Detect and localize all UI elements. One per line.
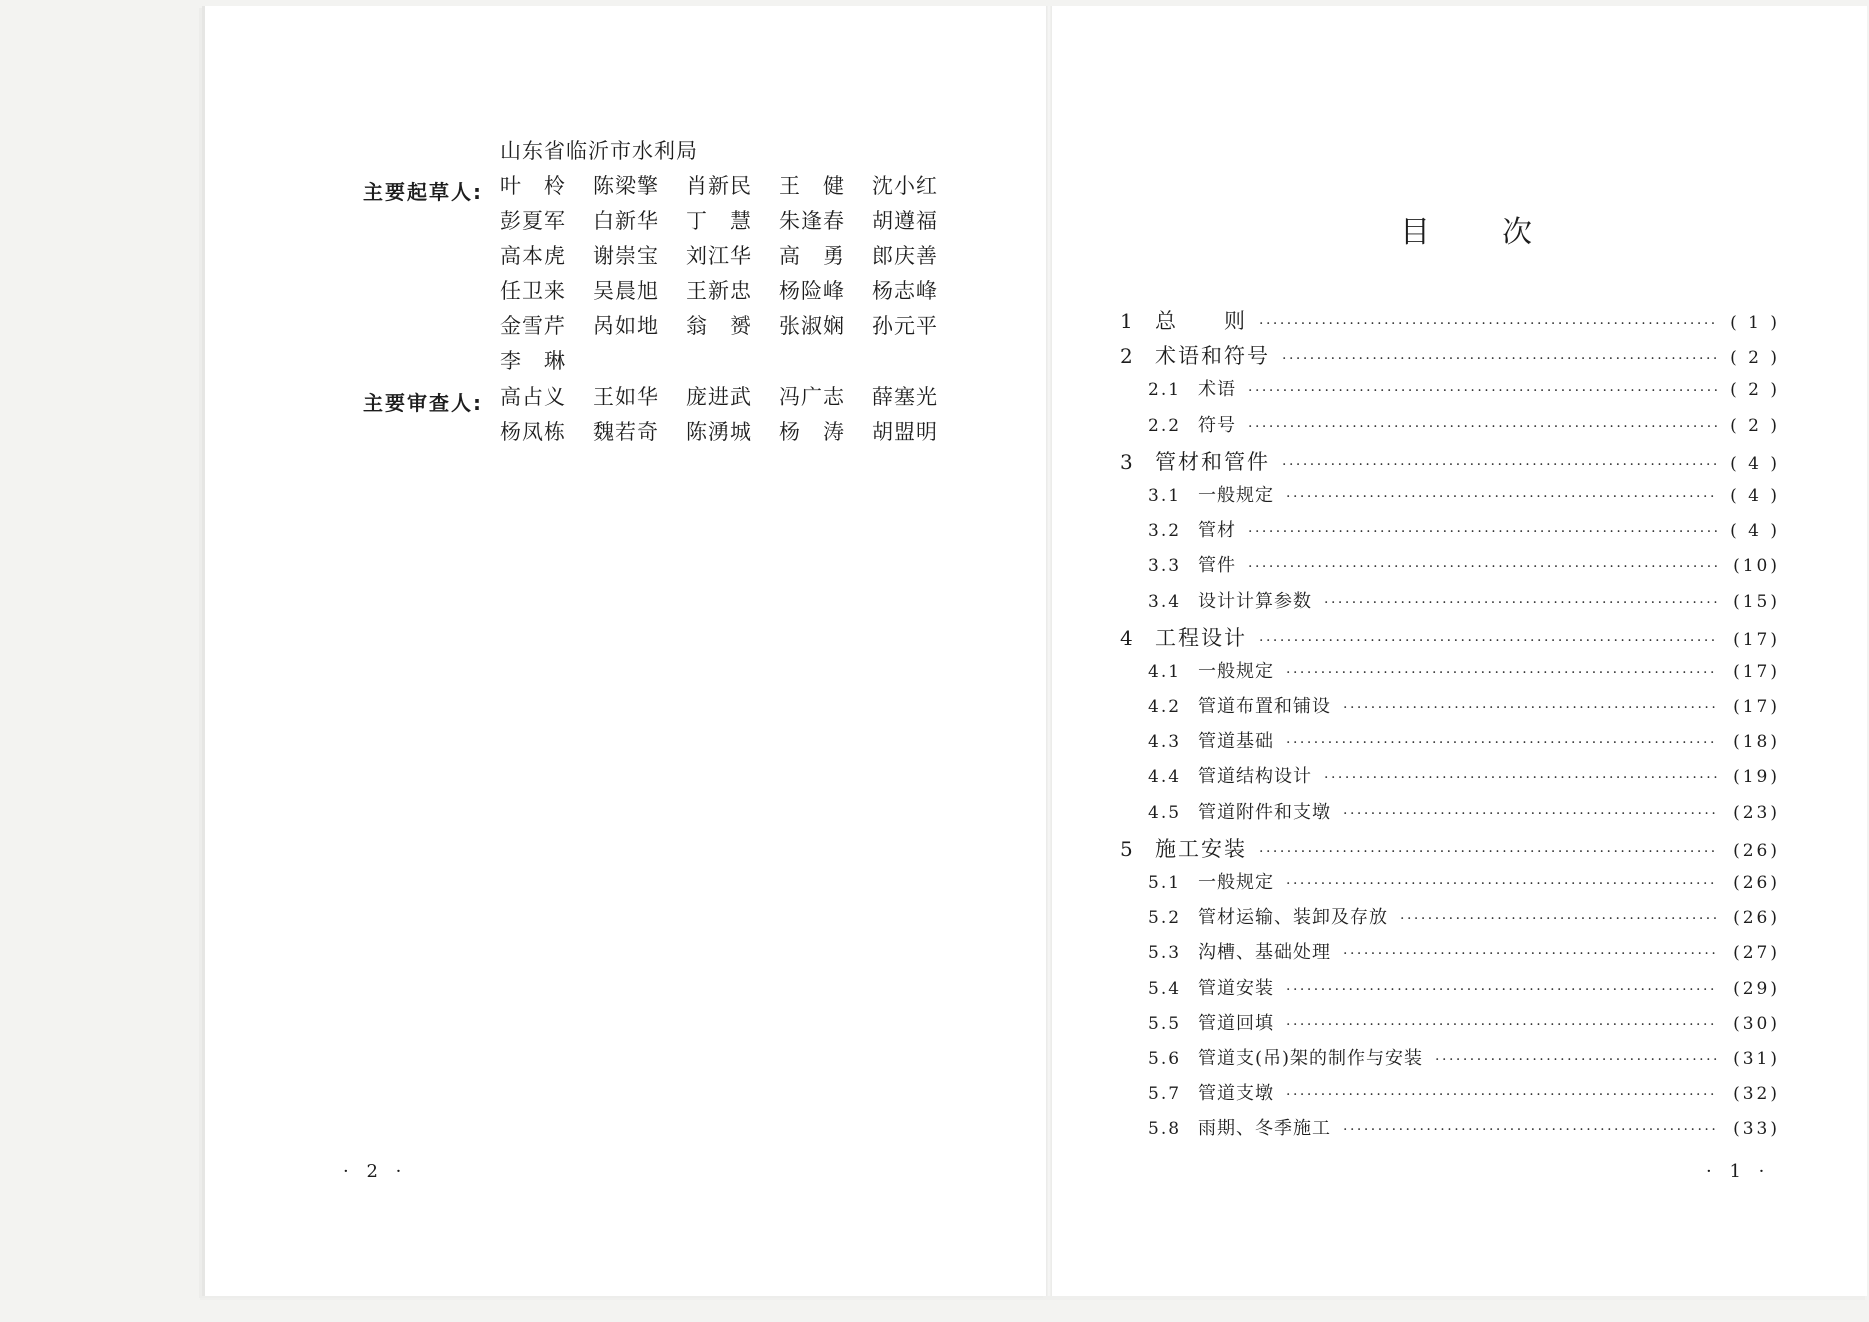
dot-leader [1259,633,1718,649]
toc-entry-number: 5.1 [1148,873,1182,893]
toc-entry[interactable] [1120,446,1780,481]
dot-leader [1286,1017,1718,1033]
toc-entry-title: 管道支墩 [1198,1083,1274,1105]
dot-leader [1248,524,1718,540]
toc-entry-title: 术语 [1198,379,1236,401]
toc-entry-page: (15) [1733,591,1780,612]
dot-leader [1324,595,1718,611]
toc-entry-number: 4.4 [1148,767,1182,788]
person-name: 李 琳 [500,349,566,373]
toc-entry-page: ( 4 ) [1730,521,1780,542]
table-of-contents [1120,305,1780,1150]
toc-entry-page: (19) [1733,767,1780,788]
toc-entry[interactable] [1120,938,1780,973]
dot-leader [1286,735,1718,751]
dot-leader [1282,457,1718,473]
dot-leader [1286,665,1718,681]
toc-entry-title: 管材 [1198,520,1236,542]
toc-entry-title: 管道基础 [1198,731,1274,753]
toc-entry-page: (31) [1733,1048,1780,1069]
person-name: 张淑娴 [779,314,845,338]
dot-leader [1400,911,1718,927]
toc-entry[interactable] [1120,411,1780,446]
person-name: 任卫来 [500,279,566,303]
dot-leader [1435,1052,1718,1068]
page-number-left: · 2 · [343,1161,408,1182]
dot-leader [1259,316,1718,332]
toc-entry-title: 管道支(吊)架的制作与安装 [1198,1047,1424,1069]
toc-entry-page: ( 4 ) [1730,453,1780,474]
organization-name: 山东省临沂市水利局 [500,139,698,163]
name-row [500,170,965,205]
person-name: 呙如地 [593,314,659,338]
person-name: 陈湧城 [686,420,752,444]
name-row [500,275,965,310]
person-name: 高占义 [500,385,566,409]
toc-entry-page: (29) [1733,978,1780,999]
toc-entry-number: 4.2 [1148,697,1182,718]
person-name: 翁 赟 [686,314,752,338]
toc-entry-title: 施工安装 [1155,836,1247,861]
person-name: 王如华 [593,385,659,409]
person-name: 杨志峰 [872,279,938,303]
toc-entry-page: ( 2 ) [1730,380,1780,401]
person-name: 丁 慧 [686,209,752,233]
person-name: 彭夏军 [500,209,566,233]
toc-entry-number: 3.4 [1148,591,1182,612]
toc-entry-page: (10) [1733,556,1780,577]
person-name: 杨 涛 [779,420,845,444]
toc-entry-title: 一般规定 [1198,484,1274,506]
toc-entry-page: (26) [1733,873,1780,893]
person-name: 王新忠 [686,279,752,303]
reviewers-label: 主要审查人: [363,391,483,415]
person-name: 陈梁擎 [593,174,659,198]
toc-entry-page: (23) [1733,802,1780,823]
toc-entry[interactable] [1120,727,1780,762]
person-name: 杨险峰 [779,279,845,303]
toc-entry-number: 5.3 [1148,943,1182,964]
person-name: 高本虎 [500,244,566,268]
person-name [686,345,779,380]
toc-entry-title: 沟槽、基础处理 [1198,942,1331,964]
person-name [779,345,872,380]
dot-leader [1286,982,1718,998]
toc-entry-number: 4 [1120,625,1133,650]
toc-entry-title: 管道附件和支墩 [1198,801,1331,823]
toc-entry-number: 1 [1120,309,1133,333]
toc-entry-number: 5.7 [1148,1084,1182,1105]
dot-leader [1343,1122,1718,1138]
person-name: 薛塞光 [872,385,938,409]
toc-entry[interactable] [1120,1044,1780,1079]
toc-entry[interactable] [1120,305,1780,340]
toc-entry-page: (32) [1733,1084,1780,1105]
toc-entry-title: 管道布置和铺设 [1198,696,1331,718]
toc-entry-title: 符号 [1198,414,1236,436]
toc-entry-page: (30) [1733,1013,1780,1034]
drafters-list [500,170,965,380]
person-name: 王 健 [779,174,845,198]
toc-entry-number: 2 [1120,344,1133,369]
person-name: 孙元平 [872,314,938,338]
toc-entry-number: 4.1 [1148,661,1182,682]
toc-entry-title: 管道回填 [1198,1012,1274,1034]
toc-entry[interactable] [1120,762,1780,797]
name-row [500,310,965,345]
toc-entry-page: (17) [1733,629,1780,650]
person-name: 沈小红 [872,174,938,198]
toc-entry-number: 4.5 [1148,802,1182,823]
toc-entry-title: 术语和符号 [1155,344,1270,369]
name-row [500,240,965,275]
book-gutter [1046,6,1052,1296]
person-name: 郎庆善 [872,244,938,268]
toc-entry[interactable] [1120,798,1780,833]
toc-entry-number: 2.2 [1148,415,1182,436]
person-name: 高 勇 [779,244,845,268]
toc-entry[interactable] [1120,375,1780,410]
toc-entry-number: 3.3 [1148,556,1182,577]
person-name: 魏若奇 [593,420,659,444]
drafters-label: 主要起草人: [363,180,483,204]
person-name: 谢崇宝 [593,244,659,268]
toc-entry-page: ( 4 ) [1730,485,1780,506]
toc-entry-title: 工程设计 [1155,625,1247,650]
person-name [872,345,965,380]
toc-entry-number: 3 [1120,449,1133,474]
toc-entry-number: 4.3 [1148,732,1182,753]
toc-entry-page: (26) [1733,840,1780,861]
dot-leader [1248,419,1718,435]
dot-leader [1324,770,1718,786]
toc-entry-number: 5.4 [1148,978,1182,999]
name-row [500,345,965,380]
toc-entry-title: 雨期、冬季施工 [1198,1118,1331,1140]
toc-title: 目次 [1400,215,1604,250]
toc-entry-number: 5 [1120,836,1133,861]
name-row [500,205,965,240]
toc-entry-title: 设计计算参数 [1198,590,1312,612]
page-number-right: · 1 · [1706,1161,1771,1182]
toc-entry[interactable] [1120,516,1780,551]
toc-entry[interactable] [1120,1114,1780,1149]
dot-leader [1343,806,1718,822]
toc-entry-number: 5.6 [1148,1048,1182,1069]
person-name: 朱逢春 [779,209,845,233]
toc-entry-title: 管材运输、装卸及存放 [1198,907,1388,929]
toc-entry-title: 管道结构设计 [1198,766,1312,788]
toc-entry[interactable] [1120,551,1780,586]
dot-leader [1248,559,1718,575]
person-name: 刘江华 [686,244,752,268]
name-row [500,381,965,416]
toc-entry-title: 管道安装 [1198,977,1274,999]
toc-entry[interactable] [1120,481,1780,516]
toc-entry-number: 5.2 [1148,908,1182,929]
toc-entry-title: 一般规定 [1198,660,1274,682]
person-name: 胡遵福 [872,209,938,233]
toc-entry-number: 3.1 [1148,485,1182,506]
dot-leader [1248,383,1718,399]
toc-entry[interactable] [1120,657,1780,692]
person-name: 庞进武 [686,385,752,409]
toc-entry-page: (18) [1733,732,1780,753]
person-name: 胡盟明 [872,420,938,444]
toc-entry[interactable] [1120,340,1780,375]
toc-entry-page: ( 2 ) [1730,415,1780,436]
person-name [593,345,686,380]
toc-entry-page: (17) [1733,661,1780,682]
person-name: 杨凤栋 [500,420,566,444]
person-name: 白新华 [593,209,659,233]
toc-entry[interactable] [1120,622,1780,657]
toc-entry[interactable] [1120,1079,1780,1114]
dot-leader [1282,351,1718,367]
toc-entry[interactable] [1120,833,1780,868]
toc-entry-title: 管件 [1198,555,1236,577]
person-name: 吴晨旭 [593,279,659,303]
toc-entry-page: ( 2 ) [1730,348,1780,369]
toc-entry-title: 总 则 [1155,309,1247,333]
person-name: 肖新民 [686,174,752,198]
dot-leader [1343,946,1718,962]
dot-leader [1343,700,1718,716]
toc-entry-number: 5.5 [1148,1013,1182,1034]
toc-entry-page: (33) [1733,1119,1780,1140]
toc-entry-title: 一般规定 [1198,872,1274,893]
dot-leader [1259,844,1718,860]
dot-leader [1286,876,1718,892]
reviewers-list [500,381,965,451]
dot-leader [1286,489,1718,505]
toc-entry-page: (26) [1733,908,1780,929]
toc-entry[interactable] [1120,903,1780,938]
person-name: 叶 柃 [500,174,566,198]
toc-entry-page: (27) [1733,943,1780,964]
toc-entry-number: 3.2 [1148,521,1182,542]
toc-entry-number: 5.8 [1148,1119,1182,1140]
name-row [500,416,965,451]
toc-entry[interactable] [1120,692,1780,727]
person-name: 冯广志 [779,385,845,409]
toc-entry[interactable] [1120,868,1780,903]
toc-entry-page: (17) [1733,697,1780,718]
toc-entry[interactable] [1120,587,1780,622]
dot-leader [1286,1087,1718,1103]
toc-entry[interactable] [1120,1009,1780,1044]
toc-entry-number: 2.1 [1148,380,1182,401]
toc-entry-title: 管材和管件 [1155,449,1270,474]
toc-entry-page: ( 1 ) [1730,313,1780,333]
person-name: 金雪芹 [500,314,566,338]
toc-entry[interactable] [1120,974,1780,1009]
